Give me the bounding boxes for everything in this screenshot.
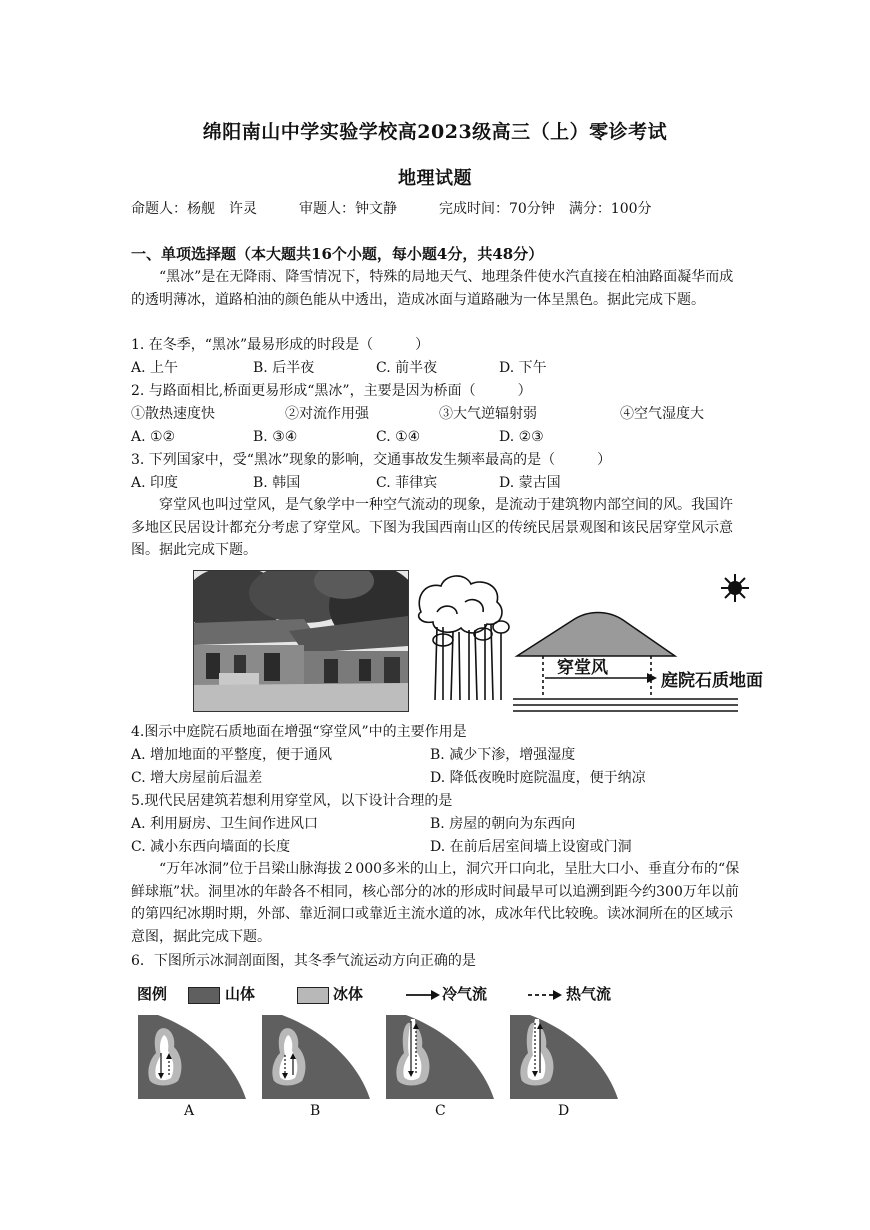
- exam-title: 绵阳南山中学实验学校高2023级高三（上）零诊考试: [202, 121, 668, 143]
- dwelling-photo: [193, 570, 409, 712]
- figure-label-c[interactable]: C: [435, 1103, 446, 1119]
- q2-option-d[interactable]: D. ②③: [499, 429, 544, 445]
- q2-item-3: ③大气逆辐射弱: [439, 406, 537, 422]
- figure-label-a[interactable]: A: [184, 1103, 195, 1119]
- legend-mountain: 山体: [225, 985, 256, 1003]
- q4-option-c[interactable]: C. 增大房屋前后温差: [131, 770, 263, 786]
- exam-meta: 命题人：杨舰 许灵 审题人：钟文静 完成时间：70分钟 满分：100分: [131, 201, 652, 217]
- q2-item-4: ④空气湿度大: [620, 406, 704, 422]
- q3-option-a[interactable]: A. 印度: [131, 475, 179, 491]
- q4-option-a[interactable]: A. 增加地面的平整度，便于通风: [131, 747, 333, 763]
- wind-label: 穿堂风: [557, 658, 608, 678]
- question-5-stem: 5.现代民居建筑若想利用穿堂风，以下设计合理的是: [131, 793, 453, 809]
- q5-option-c[interactable]: C. 减小东西向墙面的长度: [131, 839, 291, 855]
- legend-warm: 热气流: [566, 985, 612, 1003]
- cold-arrow-icon: [406, 988, 440, 1002]
- q2-item-2: ②对流作用强: [285, 406, 369, 422]
- q4-option-d[interactable]: D. 降低夜晚时庭院温度，便于纳凉: [430, 770, 646, 786]
- section-heading: 一、单项选择题（本大题共16个小题，每小题4分，共48分）: [131, 245, 544, 263]
- cave-figure-d: [510, 1015, 620, 1100]
- legend-ice-swatch: [297, 987, 329, 1004]
- question-3-stem: 3. 下列国家中，受“黑冰”现象的影响，交通事故发生频率最高的是（ ）: [131, 452, 612, 468]
- cave-figure-a: [138, 1015, 248, 1100]
- q2-option-b[interactable]: B. ③④: [253, 429, 298, 445]
- q5-option-d[interactable]: D. 在前后居室间墙上设窗或门洞: [430, 839, 632, 855]
- q3-option-c[interactable]: C. 菲律宾: [376, 475, 438, 491]
- cave-figure-b: [262, 1015, 372, 1100]
- q3-option-b[interactable]: B. 韩国: [253, 475, 301, 491]
- passage-ice-cave: “万年冰洞”位于吕梁山脉海拔２000多米的山上，洞穴开口向北，呈肚大口小、垂直分布的“保鲜球瓶”状。洞里冰的年龄各不相同，核心部分的冰的形成时间最早可以追溯到距今约300万年以前的第四纪冰期时期，外部、靠近洞口或靠近主流水道的冰，成冰年代比较晚。读冰洞所在的区域示意图，据此完成下题。: [131, 861, 740, 945]
- q1-option-a[interactable]: A. 上午: [131, 360, 179, 376]
- question-4-stem: 4.图示中庭院石质地面在增强“穿堂风”中的主要作用是: [131, 724, 467, 740]
- figure-label-b[interactable]: B: [310, 1103, 321, 1119]
- question-6-stem: 6．下图所示冰洞剖面图，其冬季气流运动方向正确的是: [131, 953, 476, 969]
- q2-item-1: ①散热速度快: [131, 406, 215, 422]
- passage-black-ice: “黑冰”是在无降雨、降雪情况下，特殊的局地天气、地理条件使水汽直接在柏油路面凝华而成的透明薄冰，道路柏油的颜色能从中透出，造成冰面与道路融为一体呈黑色。据此完成下题。: [131, 269, 734, 308]
- q1-option-d[interactable]: D. 下午: [499, 360, 547, 376]
- q1-option-b[interactable]: B. 后半夜: [253, 360, 315, 376]
- question-2-stem: 2. 与路面相比,桥面更易形成“黑冰”，主要是因为桥面（ ）: [131, 383, 532, 399]
- legend-title: 图例: [137, 985, 168, 1003]
- exam-subtitle: 地理试题: [398, 168, 472, 189]
- q4-option-b[interactable]: B. 减少下渗，增强湿度: [430, 747, 576, 763]
- ground-label: 庭院石质地面: [661, 671, 763, 691]
- q5-option-a[interactable]: A. 利用厨房、卫生间作进风口: [131, 816, 319, 832]
- warm-arrow-icon: [528, 988, 562, 1002]
- figure-label-d[interactable]: D: [558, 1103, 570, 1119]
- q5-option-b[interactable]: B. 房屋的朝向为东西向: [430, 816, 576, 832]
- sun-icon: [721, 574, 749, 602]
- legend-mountain-swatch: [188, 987, 220, 1004]
- q2-option-a[interactable]: A. ①②: [131, 429, 176, 445]
- question-1-stem: 1. 在冬季，“黑冰”最易形成的时段是（ ）: [131, 337, 430, 353]
- legend-ice: 冰体: [333, 985, 364, 1003]
- legend-cold: 冷气流: [442, 985, 488, 1003]
- passage-through-wind: 穿堂风也叫过堂风，是气象学中一种空气流动的现象，是流动于建筑物内部空间的风。我国许多地区民居设计都充分考虑了穿堂风。下图为我国西南山区的传统民居景观图和该民居穿堂风示意图。据此完成下题。: [131, 497, 733, 558]
- through-wind-diagram: [413, 572, 785, 712]
- q3-option-d[interactable]: D. 蒙古国: [499, 475, 561, 491]
- q1-option-c[interactable]: C. 前半夜: [376, 360, 438, 376]
- q2-option-c[interactable]: C. ①④: [376, 429, 421, 445]
- cave-figure-c: [386, 1015, 496, 1100]
